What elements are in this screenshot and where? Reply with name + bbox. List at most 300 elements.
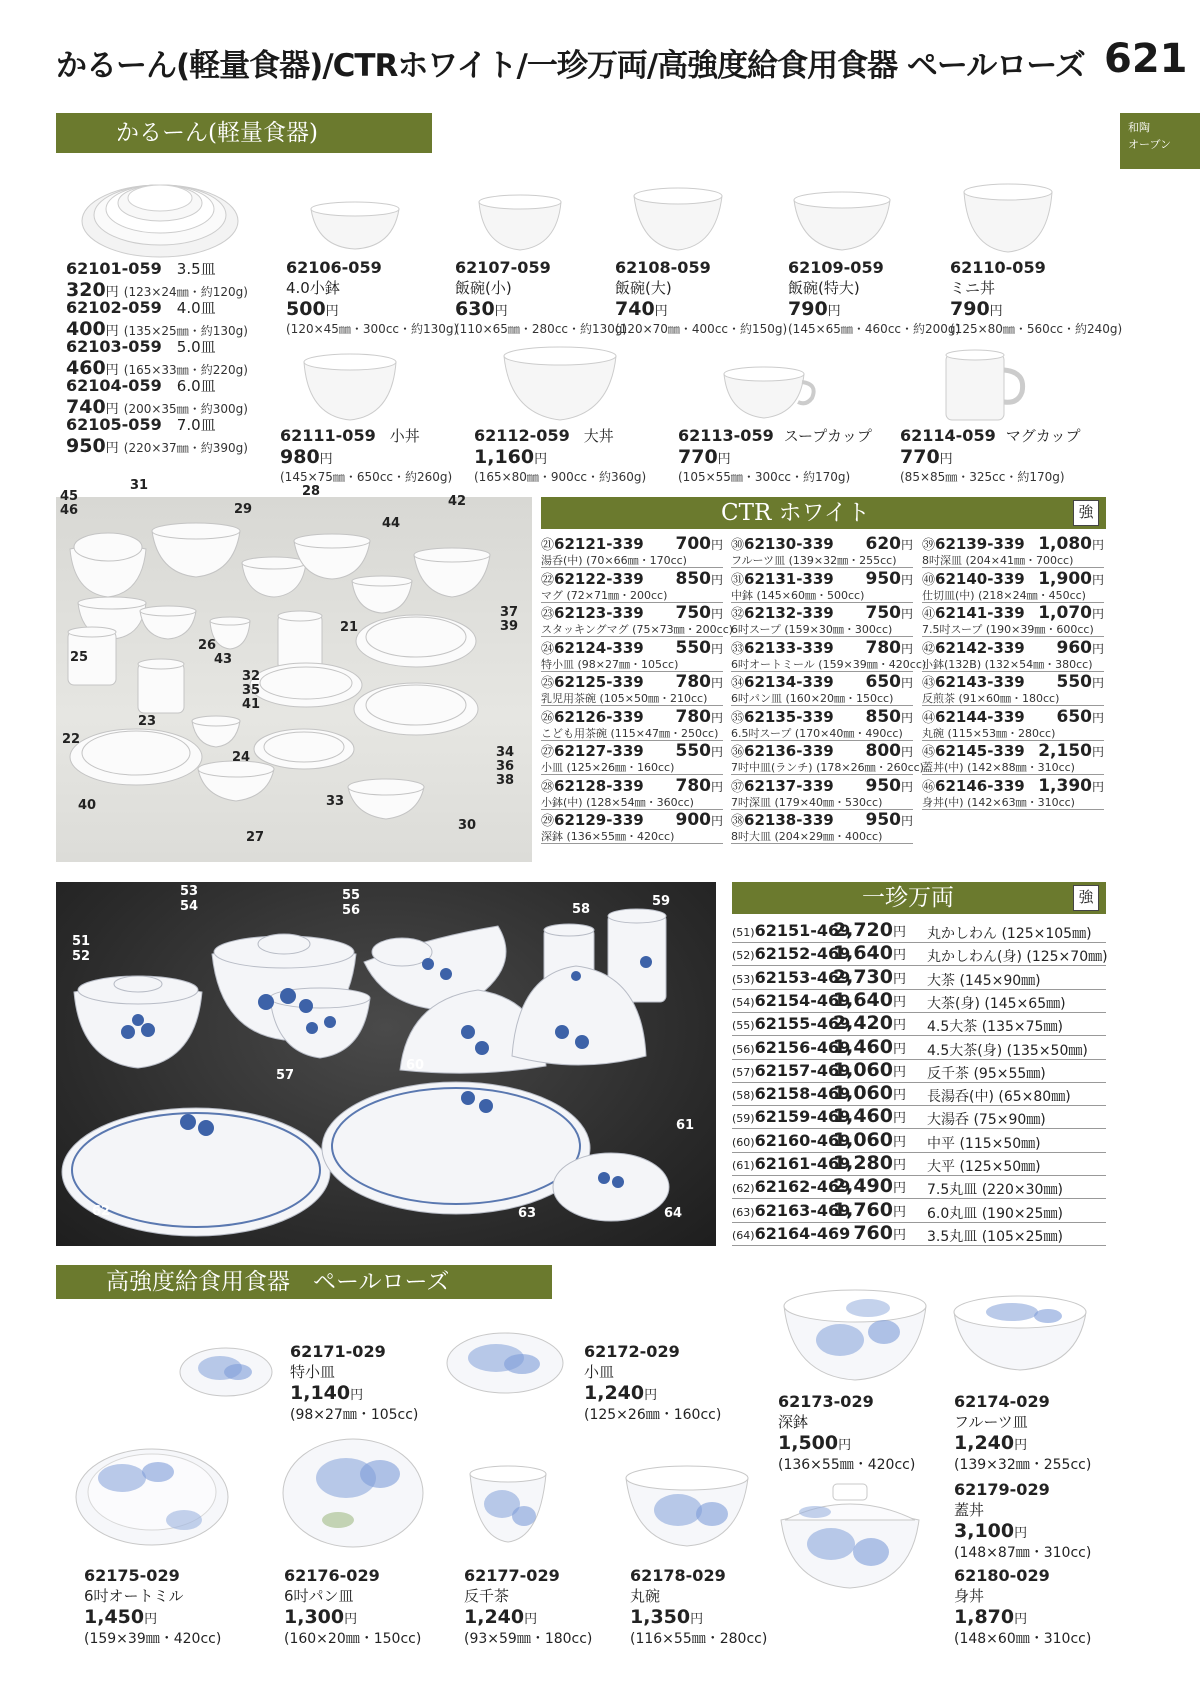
photo-label: 26 — [198, 638, 217, 653]
item-code: 62173-029 — [778, 1392, 874, 1411]
item-code: 62113-059 — [678, 426, 774, 445]
ctr-product-row — [541, 603, 734, 637]
item-spec: (145×75㎜・650cc・約260g) — [280, 470, 453, 484]
item-description: 7吋中皿(ランチ) (178×26㎜・260cc) — [731, 761, 924, 774]
item-price: 1,160円 — [474, 446, 548, 468]
pale-item — [954, 1392, 1091, 1474]
bowl-image — [630, 182, 726, 256]
item-number: ㊲ — [731, 779, 745, 795]
item-name: 4.0小鉢 — [286, 279, 340, 297]
pale-item — [584, 1342, 721, 1424]
item-name: 丸碗 — [630, 1587, 661, 1605]
photo-label: 31 — [130, 478, 149, 493]
item-code: 62180-029 — [954, 1566, 1050, 1585]
item-description: 6吋パン皿 (160×20㎜・150cc) — [731, 692, 894, 705]
karuun-item — [678, 425, 872, 485]
bowl-image — [622, 1460, 752, 1550]
item-code: 62136-339 — [744, 742, 834, 760]
item-spec: (110×65㎜・280cc・約130g) — [455, 322, 628, 336]
karuun-plate-list — [66, 258, 266, 457]
item-code: 62105-059 — [66, 415, 162, 434]
item-name: 3.5丸皿 (105×25㎜) — [927, 1228, 1063, 1245]
item-code: (57)62157-469 — [732, 1060, 851, 1080]
item-code: 62108-059 — [615, 258, 711, 277]
item-name: フルーツ皿 — [954, 1413, 1028, 1431]
item-spec: (200×35㎜・約300g) — [123, 402, 248, 416]
karuun-item — [950, 258, 1122, 337]
item-description: 7.5吋スープ (190×39㎜・600cc) — [922, 623, 1094, 636]
item-code: 62104-059 — [66, 376, 162, 395]
icchin-tableware-image — [56, 882, 716, 1246]
item-description: 7吋深皿 (179×40㎜・530cc) — [731, 795, 883, 809]
item-spec: (165×80㎜・900cc・約360g) — [474, 470, 647, 484]
plate-item — [66, 375, 266, 418]
item-price: 780円 — [675, 706, 723, 727]
item-description: こども用茶碗 (115×47㎜・250cc) — [541, 726, 719, 740]
icchin-product-row — [732, 1106, 1106, 1129]
icchin-product-row — [732, 920, 1106, 943]
item-description: 中鉢 (145×60㎜・500cc) — [731, 588, 865, 602]
item-spec: (125×80㎜・560cc・約240g) — [950, 322, 1123, 336]
ctr-product-list — [541, 534, 1106, 862]
item-price: 1,390円 — [1038, 775, 1104, 796]
item-spec: (148×60㎜・310cc) — [954, 1631, 1092, 1647]
item-description: 深鉢 (136×55㎜・420cc) — [541, 830, 675, 843]
item-name: 飯碗(小) — [455, 279, 512, 297]
plate-item — [66, 336, 266, 379]
photo-label: 40 — [78, 798, 97, 813]
item-price: 750円 — [865, 603, 913, 623]
item-description: 8吋深皿 (204×41㎜・700cc) — [922, 554, 1074, 567]
item-number: ㊺ — [922, 745, 936, 760]
pale-item — [954, 1566, 1091, 1648]
item-description: フルーツ皿 (139×32㎜・255cc) — [731, 554, 897, 567]
item-price: 550円 — [1056, 672, 1104, 692]
photo-label: 24 — [232, 750, 251, 765]
item-description: 小皿 (125×26㎜・160cc) — [541, 761, 675, 774]
karuun-item — [900, 425, 1081, 485]
item-price: 2,420円 — [832, 1012, 906, 1035]
photo-label: 25 — [70, 650, 89, 665]
item-number: ㉕ — [541, 676, 555, 691]
item-price: 1,460円 — [832, 1105, 906, 1128]
photo-label: 62 — [92, 1204, 111, 1219]
item-description: 丸碗 (115×53㎜・280cc) — [922, 726, 1056, 740]
item-code: 62126-339 — [554, 707, 644, 726]
item-code: 62146-339 — [935, 776, 1025, 795]
item-code: (61)62161-469 — [732, 1154, 851, 1173]
side-tab-line2: オーブン — [1128, 138, 1172, 151]
item-number: ㉙ — [541, 814, 555, 829]
dish-image — [442, 1326, 568, 1400]
item-price: 2,490円 — [832, 1175, 906, 1198]
item-price: 900円 — [675, 810, 723, 830]
item-code: (64)62164-469 — [732, 1223, 851, 1243]
ctr-product-row — [731, 741, 924, 775]
item-price: 500円 — [286, 298, 339, 320]
item-code: 62131-339 — [744, 569, 834, 588]
item-code: 62112-059 — [474, 426, 570, 445]
side-tab[interactable] — [1120, 113, 1200, 169]
icchin-product-row — [732, 990, 1106, 1013]
item-number: ㉒ — [541, 572, 555, 588]
item-name: 飯碗(大) — [615, 279, 672, 297]
item-number: ㊴ — [922, 538, 936, 553]
item-code: 62144-339 — [935, 707, 1025, 726]
ctr-photo — [56, 478, 532, 862]
item-name: 飯碗(特大) — [788, 279, 860, 297]
ctr-product-row — [731, 672, 913, 706]
item-number: ㉖ — [541, 710, 555, 726]
item-price: 550円 — [675, 637, 723, 658]
item-spec: (136×55㎜・420cc) — [778, 1457, 916, 1473]
photo-label: 44 — [382, 516, 401, 531]
item-price: 1,060円 — [832, 1082, 906, 1105]
icchin-product-row — [732, 1153, 1106, 1176]
item-code: 62135-339 — [744, 707, 834, 726]
item-name: 蓋丼 — [954, 1501, 985, 1519]
photo-label: 43 — [214, 652, 233, 667]
item-number: ㊻ — [922, 779, 936, 795]
ctr-product-row — [541, 810, 723, 844]
karuun-item — [280, 425, 452, 485]
bowl-image — [950, 1290, 1090, 1374]
item-code: 62139-339 — [935, 535, 1025, 553]
photo-label: 28 — [302, 484, 321, 499]
item-price: 780円 — [675, 775, 723, 796]
icchin-product-row — [732, 1130, 1106, 1153]
item-price: 1,080円 — [1038, 534, 1104, 554]
item-name: 身丼 — [954, 1587, 985, 1605]
item-description: 小鉢(中) (128×54㎜・360cc) — [541, 795, 694, 809]
pale-item — [84, 1566, 221, 1648]
item-number: ㊹ — [922, 710, 936, 726]
item-price: 850円 — [675, 568, 723, 589]
item-price: 950円 — [865, 775, 913, 796]
item-number: ㉝ — [731, 641, 745, 657]
ctr-product-row — [922, 569, 1104, 603]
ctr-product-row — [731, 707, 913, 741]
item-name: 長湯呑(中) (65×80㎜) — [927, 1089, 1071, 1106]
ctr-product-row — [541, 534, 723, 568]
item-number: ㉗ — [541, 745, 555, 760]
item-price: 770円 — [678, 446, 731, 468]
item-price: 740円 — [615, 298, 668, 320]
item-price: 1,500円 — [778, 1432, 852, 1454]
item-spec: (98×27㎜・105cc) — [290, 1407, 419, 1423]
bowl-image — [780, 1284, 930, 1384]
item-name: スープカップ — [783, 427, 872, 445]
item-code: 62142-339 — [935, 638, 1025, 657]
item-description: 特小皿 (98×27㎜・105cc) — [541, 657, 679, 671]
item-code: (59)62159-469 — [732, 1107, 851, 1127]
item-code: 62179-029 — [954, 1480, 1050, 1499]
icchin-section-title: 一珍万両 — [732, 882, 1106, 914]
photo-label: 59 — [652, 894, 671, 909]
page-title: かるーん(軽量食器)/CTRホワイト/一珍万両/高強度給食用食器 ペールローズ — [56, 48, 1085, 84]
bowl-image — [790, 186, 894, 256]
item-price: 620円 — [865, 534, 913, 554]
item-price: 950円 — [66, 435, 119, 457]
plate-item — [66, 258, 266, 301]
item-spec: (85×85㎜・325cc・約170g) — [900, 470, 1065, 484]
item-price: 760円 — [853, 1221, 906, 1244]
item-code: 62140-339 — [935, 569, 1025, 588]
item-code: 62107-059 — [455, 258, 551, 277]
item-number: ㊷ — [922, 641, 936, 657]
item-price: 1,640円 — [832, 988, 906, 1011]
item-description: 乳児用茶碗 (105×50㎜・210cc) — [541, 692, 708, 705]
dish-image — [72, 1442, 232, 1552]
pale-section-title: 高強度給食用食器 ペールローズ — [56, 1265, 552, 1299]
photo-label: 55 56 — [342, 888, 361, 918]
ctr-tableware-image — [56, 497, 532, 862]
item-code: 62171-029 — [290, 1342, 386, 1361]
item-code: 62128-339 — [554, 776, 644, 795]
item-name: 6吋パン皿 — [284, 1587, 354, 1605]
karuun-item — [615, 258, 787, 337]
photo-label: 33 — [326, 794, 345, 809]
item-price: 950円 — [865, 810, 913, 830]
icchin-product-row — [732, 1176, 1106, 1199]
item-code: (52)62152-469 — [732, 944, 851, 964]
item-name: 5.0皿 — [176, 338, 216, 356]
ctr-product-row — [731, 603, 913, 637]
item-description: 6吋スープ (159×30㎜・300cc) — [731, 623, 893, 636]
photo-label: 29 — [234, 502, 253, 517]
item-code: 62175-029 — [84, 1566, 180, 1585]
ctr-product-row — [922, 534, 1104, 568]
item-price: 1,900円 — [1038, 568, 1104, 589]
item-spec: (160×20㎜・150cc) — [284, 1631, 422, 1647]
ctr-product-row — [922, 603, 1104, 637]
item-price: 1,870円 — [954, 1606, 1028, 1628]
photo-label: 60 — [406, 1058, 425, 1073]
cup-image — [720, 362, 820, 422]
ctr-product-row — [541, 741, 723, 775]
item-number: ㊱ — [731, 745, 745, 760]
item-name: 中平 (115×50㎜) — [927, 1135, 1041, 1152]
karuun-item — [474, 425, 646, 485]
item-code: (63)62163-469 — [732, 1200, 851, 1220]
item-code: 62122-339 — [554, 569, 644, 588]
item-name: 4.0皿 — [176, 299, 216, 317]
item-spec: (125×26㎜・160cc) — [584, 1407, 722, 1423]
pale-item — [778, 1392, 915, 1474]
item-number: ㉘ — [541, 779, 555, 795]
item-description: 8吋大皿 (204×29㎜・400cc) — [731, 830, 883, 843]
icchin-product-row — [732, 1223, 1106, 1246]
item-description: 蓋丼(中) (142×88㎜・310cc) — [922, 761, 1075, 774]
item-number: ㊵ — [922, 572, 936, 588]
ctr-product-row — [731, 637, 927, 672]
item-code: 62143-339 — [935, 673, 1025, 691]
item-price: 1,760円 — [832, 1198, 906, 1221]
item-code: 62123-339 — [554, 604, 644, 622]
item-code: (58)62158-469 — [732, 1084, 851, 1104]
item-number: ㊶ — [922, 607, 936, 622]
item-price: 2,720円 — [832, 919, 906, 941]
item-description: 身丼(中) (142×63㎜・310cc) — [922, 795, 1075, 809]
photo-label: 42 — [448, 494, 467, 509]
item-code: (54)62154-469 — [732, 990, 851, 1010]
photo-label: 63 — [518, 1206, 537, 1221]
cup-image — [466, 1460, 550, 1546]
icchin-product-list — [732, 920, 1106, 1246]
item-number: ㉛ — [731, 572, 745, 588]
item-name: 6.0皿 — [176, 377, 216, 395]
item-number: ㉚ — [731, 538, 745, 553]
ctr-product-row — [731, 810, 913, 844]
bowl-image — [300, 350, 400, 426]
item-code: 62177-029 — [464, 1566, 560, 1585]
item-code: 62129-339 — [554, 811, 644, 829]
bowl-image — [475, 188, 565, 256]
item-price: 2,730円 — [832, 965, 906, 988]
item-description: 反煎茶 (91×60㎜・180cc) — [922, 692, 1060, 705]
icchin-product-row — [732, 943, 1106, 966]
icchin-product-row — [732, 1200, 1106, 1223]
item-name: 反千茶 (95×55㎜) — [927, 1065, 1046, 1082]
item-code: (51)62151-469 — [732, 921, 851, 940]
item-number: ㊳ — [731, 814, 745, 829]
item-code: 62124-339 — [554, 638, 644, 657]
item-code: (62)62162-469 — [732, 1177, 851, 1197]
item-code: 62141-339 — [935, 604, 1025, 622]
ctr-product-row — [922, 638, 1104, 672]
item-name: 反千茶 — [464, 1587, 510, 1605]
icchin-product-row — [732, 967, 1106, 990]
item-description: マグ (72×71㎜・200cc) — [541, 588, 668, 602]
item-price: 320円 — [66, 279, 119, 301]
item-price: 1,300円 — [284, 1606, 358, 1628]
ctr-product-row — [541, 707, 723, 741]
item-code: 62103-059 — [66, 337, 162, 356]
item-code: 62172-029 — [584, 1342, 680, 1361]
item-price: 550円 — [675, 741, 723, 761]
ctr-product-row — [541, 776, 723, 810]
item-description: 小鉢(132B) (132×54㎜・380cc) — [922, 657, 1093, 671]
item-number: ㉜ — [731, 607, 745, 622]
ctr-product-row — [731, 569, 913, 603]
item-name: 丸かしわん (125×105㎜) — [927, 926, 1092, 942]
bowl-image — [500, 342, 620, 424]
item-price: 770円 — [900, 446, 953, 468]
item-code: 62109-059 — [788, 258, 884, 277]
item-code: 62132-339 — [744, 604, 834, 622]
item-name: 7.5丸皿 (220×30㎜) — [927, 1182, 1063, 1199]
item-price: 460円 — [66, 357, 119, 379]
dish-image — [278, 1434, 428, 1552]
karuun-section-title: かるーん(軽量食器) — [56, 113, 432, 153]
item-number: ㉓ — [541, 607, 555, 622]
item-price: 780円 — [675, 672, 723, 692]
item-price: 1,640円 — [832, 942, 906, 965]
item-code: 62125-339 — [554, 673, 644, 691]
icchin-product-row — [732, 1013, 1106, 1036]
item-name: 深鉢 — [778, 1413, 809, 1431]
item-price: 1,350円 — [630, 1606, 704, 1628]
pale-item — [290, 1342, 418, 1424]
item-spec: (220×37㎜・約390g) — [123, 441, 248, 455]
item-price: 790円 — [788, 298, 841, 320]
item-price: 650円 — [865, 672, 913, 692]
item-price: 790円 — [950, 298, 1003, 320]
photo-label: 53 54 — [180, 884, 199, 914]
item-price: 1,240円 — [584, 1382, 658, 1404]
item-description: 仕切皿(中) (218×24㎜・450cc) — [922, 588, 1086, 602]
item-code: 62138-339 — [744, 811, 834, 829]
item-spec: (139×32㎜・255cc) — [954, 1457, 1092, 1473]
item-description: 6吋オートミール (159×39㎜・420cc) — [731, 657, 927, 671]
item-spec: (135×25㎜・約130g) — [123, 324, 248, 338]
photo-label: 45 46 — [60, 489, 79, 518]
bowl-image — [960, 178, 1056, 258]
photo-label: 21 — [340, 620, 359, 635]
karuun-item — [455, 258, 627, 337]
karuun-item — [788, 258, 960, 337]
item-number: ㉞ — [731, 676, 745, 691]
ctr-section-title: CTR ホワイト — [541, 497, 1106, 529]
item-price: 650円 — [1056, 706, 1104, 727]
side-tab-line1: 和陶 — [1128, 121, 1150, 134]
item-price: 740円 — [66, 396, 119, 418]
item-price: 980円 — [280, 446, 333, 468]
item-price: 1,460円 — [832, 1035, 906, 1058]
photo-label: 27 — [246, 830, 265, 845]
item-code: 62106-059 — [286, 258, 382, 277]
item-name: 大茶 (145×90㎜) — [927, 972, 1041, 989]
item-code: 62111-059 — [280, 426, 376, 445]
item-price: 1,060円 — [832, 1058, 906, 1081]
item-price: 1,140円 — [290, 1382, 364, 1404]
item-code: 62127-339 — [554, 742, 644, 760]
ctr-product-row — [922, 707, 1104, 741]
item-code: 62102-059 — [66, 298, 162, 317]
item-description: 湯呑(中) (70×66㎜・170cc) — [541, 554, 687, 567]
item-name: 3.5皿 — [176, 260, 216, 278]
item-price: 1,240円 — [464, 1606, 538, 1628]
item-price: 950円 — [865, 568, 913, 589]
pale-item — [630, 1566, 767, 1648]
item-price: 2,150円 — [1038, 741, 1104, 761]
item-name: ミニ丼 — [950, 279, 996, 297]
photo-label: 51 52 — [72, 934, 91, 964]
item-price: 1,240円 — [954, 1432, 1028, 1454]
item-name: 4.5大茶 (135×75㎜) — [927, 1019, 1063, 1036]
item-price: 750円 — [675, 603, 723, 623]
photo-label: 22 — [62, 732, 81, 747]
plate-item — [66, 297, 266, 340]
item-spec: (123×24㎜・約120g) — [123, 285, 248, 299]
ctr-product-row — [922, 741, 1104, 775]
item-price: 1,060円 — [832, 1128, 906, 1151]
icchin-photo — [56, 882, 716, 1246]
item-price: 850円 — [865, 706, 913, 727]
item-spec: (120×70㎜・400cc・約150g) — [615, 322, 788, 336]
item-spec: (116×55㎜・280cc) — [630, 1631, 768, 1647]
item-spec: (93×59㎜・180cc) — [464, 1631, 593, 1647]
item-code: 62134-339 — [744, 673, 834, 691]
item-name: 4.5大茶(身) (135×50㎜) — [927, 1042, 1088, 1059]
item-name: マグカップ — [1005, 427, 1081, 445]
item-code: 62178-029 — [630, 1566, 726, 1585]
photo-label: 32 35 41 — [242, 669, 261, 712]
item-name: 大平 (125×50㎜) — [927, 1159, 1041, 1175]
item-price: 780円 — [865, 637, 913, 658]
photo-label: 37 39 — [500, 605, 519, 634]
item-name: 特小皿 — [290, 1363, 336, 1381]
